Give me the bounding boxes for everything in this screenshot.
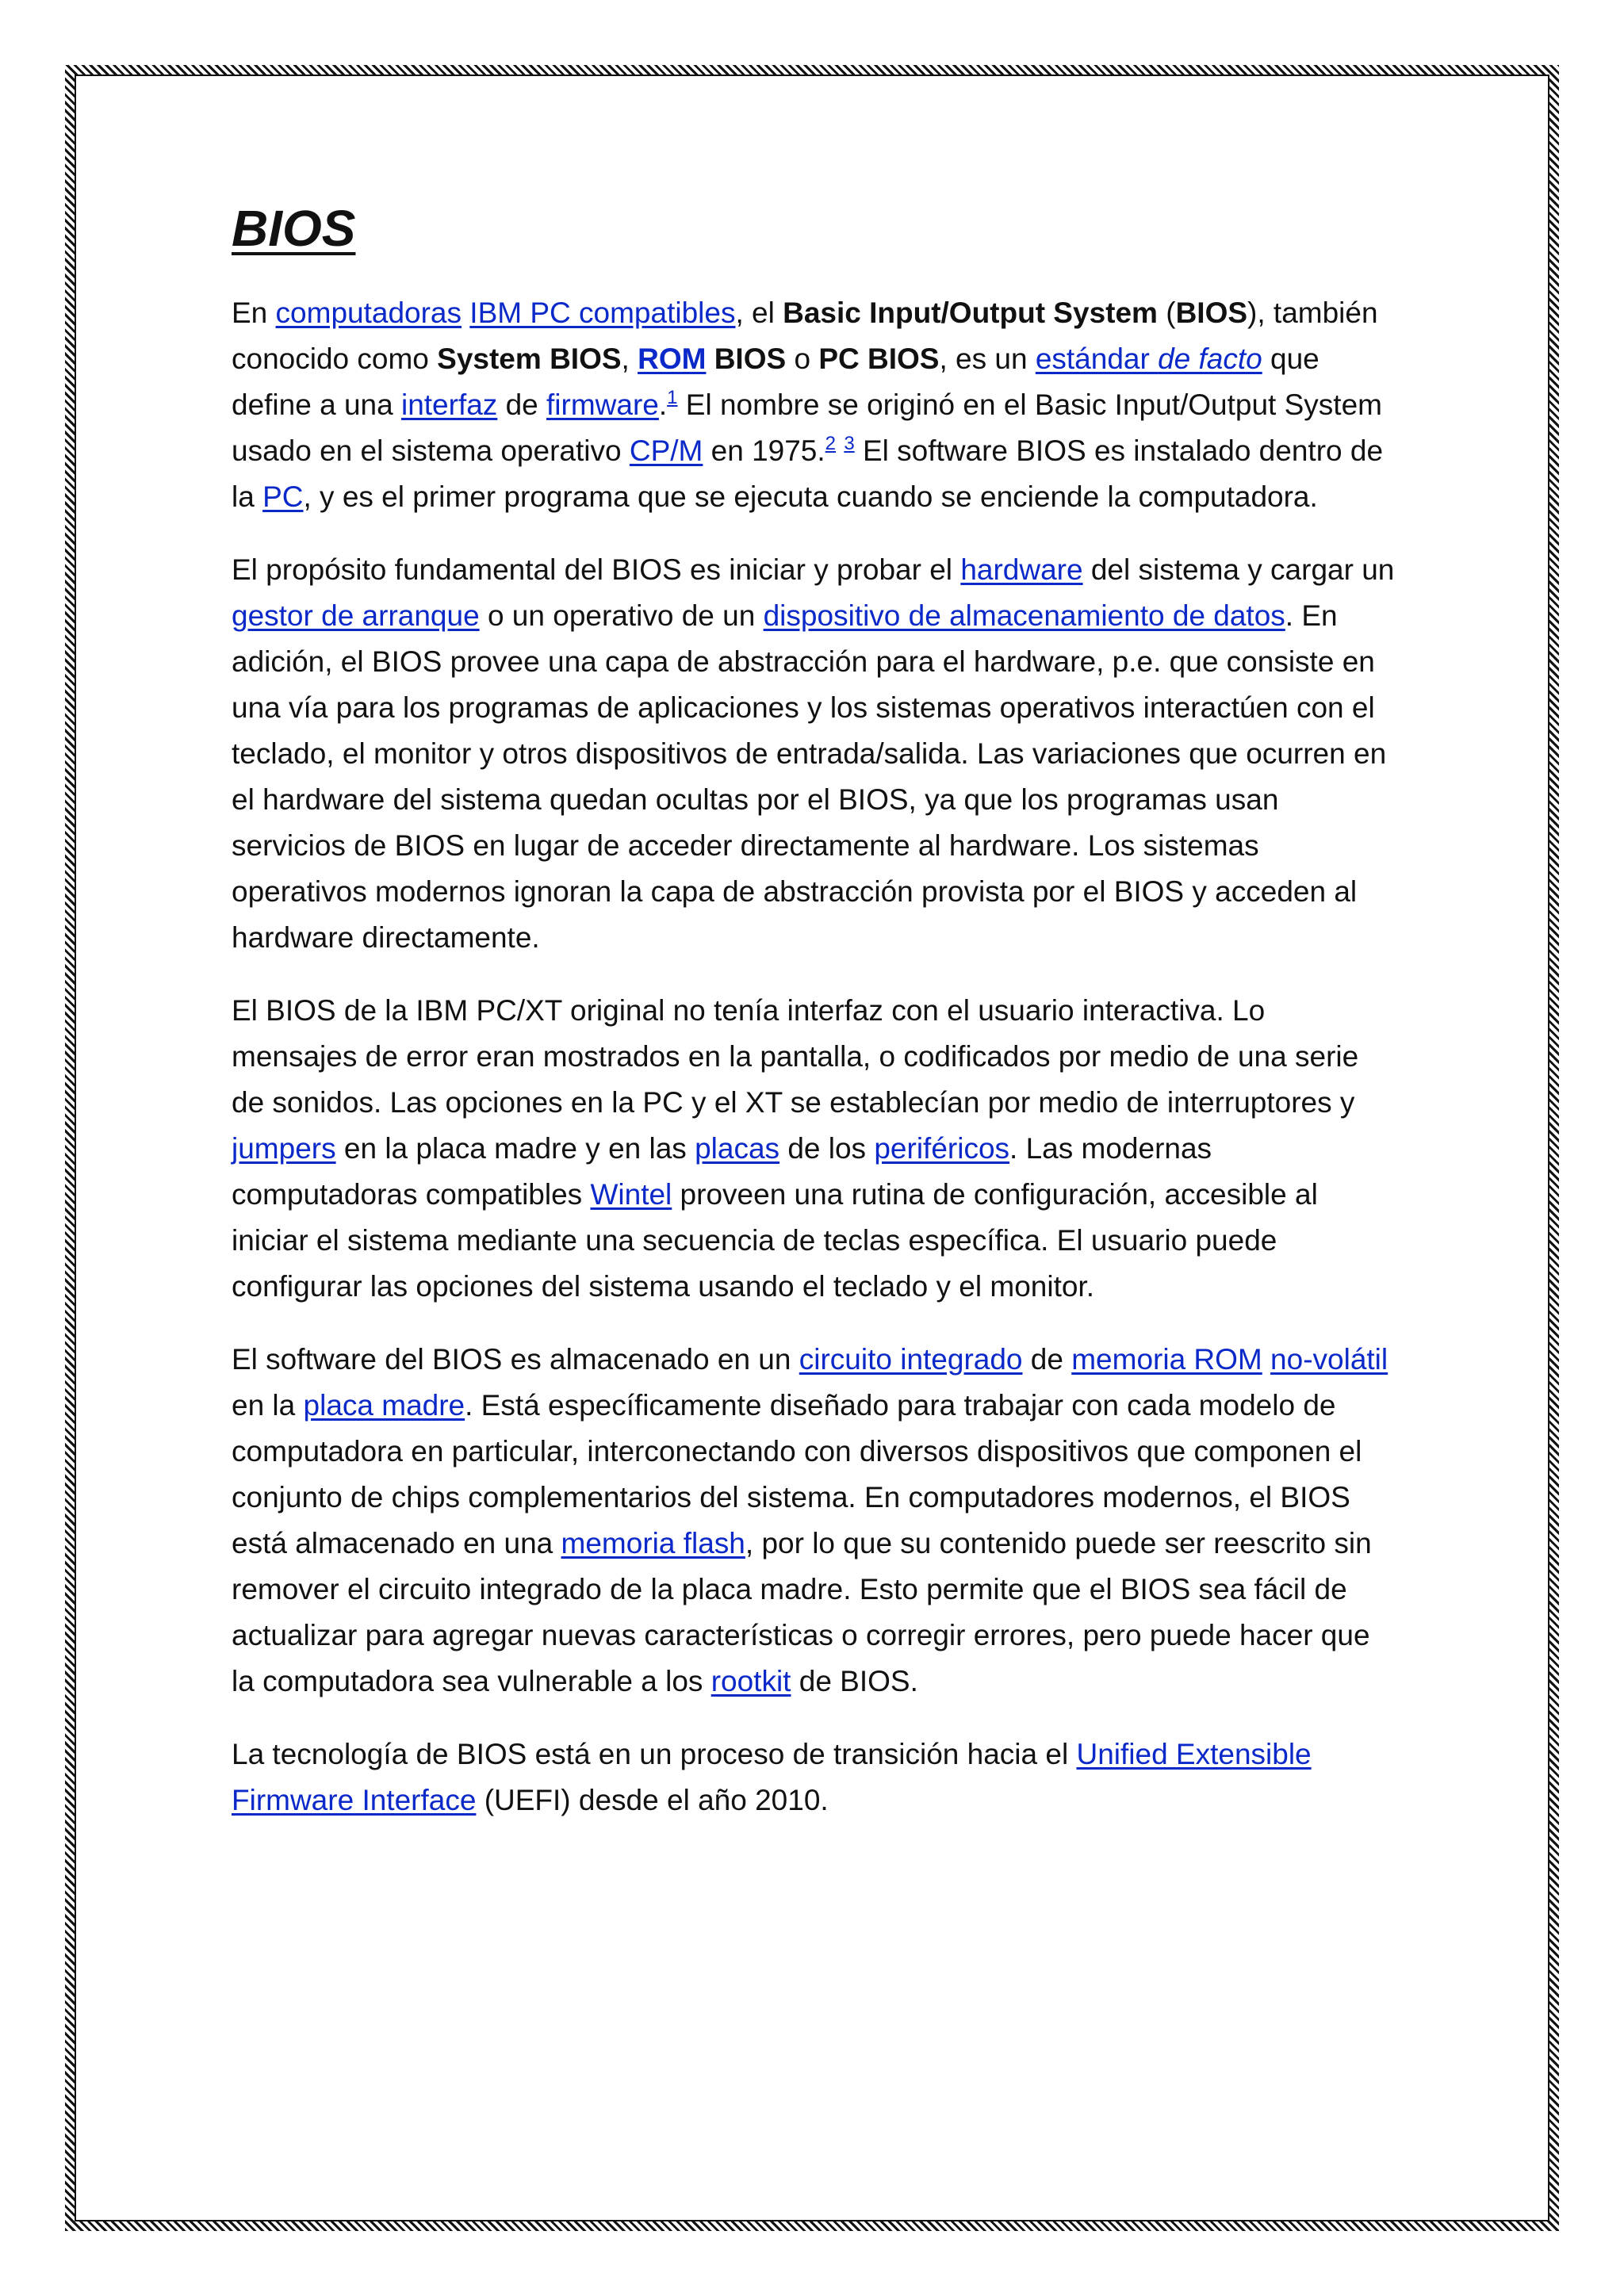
text-run: . Las modernas computadoras compatibles (232, 1132, 1212, 1211)
bold-term-basic-input-output-system: Basic Input/Output System (783, 297, 1158, 329)
text-run: . En adición, el BIOS provee una capa de abstracción para el hardware, p.e. que consiste en una vía para los programas de aplicaciones y los sistemas operativos interactúen con el teclado, el monitor y otros dispositivos de entrada/salida. Las variaciones que ocurren en el hardware del sistema quedan ocultas por el BIOS, ya que los programas usan servicios de BIOS en lugar de acceder directamente al hardware. Los sistemas operativos modernos ignoran la capa de abstracción provista por el BIOS y acceden al hardware directamente. (232, 599, 1387, 954)
text-run: de (1022, 1343, 1072, 1376)
paragraph-intro (232, 290, 1397, 520)
page-title: BIOS (232, 200, 356, 257)
text-run: El propósito fundamental del BIOS es iniciar y probar el (232, 553, 961, 586)
text-run: , y es el primer programa que se ejecuta cuando se enciende la computadora. (303, 480, 1318, 513)
link-no-volatil[interactable]: no-volátil (1270, 1343, 1388, 1376)
text-run: de (497, 388, 547, 421)
text-run: o (786, 342, 819, 375)
text-run: del sistema y cargar un (1082, 553, 1395, 586)
text-run: . Está específicamente diseñado para trabajar con cada modelo de computadora en particular, interconectando con diversos dispositivos que componen el conjunto de chips complementarios del sistema. En computadores modernos, el BIOS está almacenado en una (232, 1389, 1362, 1559)
text-run: La tecnología de BIOS está en un proceso de transición hacia el (232, 1738, 1077, 1770)
link-ibm-pc-compatibles[interactable]: IBM PC compatibles (469, 297, 736, 329)
text-run: En (232, 297, 276, 329)
text-run (1262, 1343, 1270, 1376)
footnote-ref-1 (667, 387, 677, 408)
text-run: ( (1157, 297, 1176, 329)
footnote-link-1[interactable]: 1 (667, 387, 678, 408)
text-run: El nombre se originó en el Basic Input/Output System usado en el sistema operativo (232, 388, 1382, 467)
text-run: en la (232, 1389, 304, 1422)
link-placas[interactable]: placas (695, 1132, 780, 1165)
text-run: que define a una (232, 342, 1320, 421)
link-perifericos[interactable]: periféricos (874, 1132, 1010, 1165)
paragraph-uefi (232, 1732, 1397, 1823)
footnote-ref-3 (844, 433, 854, 454)
link-estandar-text: estándar (1035, 342, 1159, 375)
text-run (836, 434, 844, 467)
link-cp-m[interactable]: CP/M (629, 434, 703, 467)
bold-term-system-bios: System BIOS (437, 342, 622, 375)
link-uefi[interactable]: Unified Extensible Firmware Interface (232, 1738, 1312, 1816)
text-run: en la placa madre y en las (335, 1132, 695, 1165)
text-run: de BIOS. (791, 1665, 918, 1697)
link-dispositivo-de-almacenamiento[interactable]: dispositivo de almacenamiento de datos (763, 599, 1285, 632)
link-firmware[interactable]: firmware (546, 388, 659, 421)
paragraph-purpose (232, 547, 1397, 961)
link-pc[interactable]: PC (262, 480, 304, 513)
text-run: , por lo que su contenido puede ser reescrito sin remover el circuito integrado de la placa madre. Esto permite que el BIOS sea fácil de actualizar para agregar nuevas características o corregir errores, pero puede hacer que la computadora sea vulnerable a los (232, 1527, 1372, 1697)
link-rom[interactable]: ROM (638, 342, 707, 375)
link-circuito-integrado[interactable]: circuito integrado (799, 1343, 1023, 1376)
link-gestor-de-arranque[interactable]: gestor de arranque (232, 599, 480, 632)
bold-term-bios: BIOS (1175, 297, 1248, 329)
text-run: o un operativo de un (479, 599, 764, 632)
link-estandar-de-facto[interactable] (1036, 342, 1262, 375)
text-run: ), también conocido como (232, 297, 1378, 375)
text-run: El software BIOS es instalado dentro de la (232, 434, 1384, 513)
text-run: El software del BIOS es almacenado en un (232, 1343, 799, 1376)
text-run (462, 297, 469, 329)
link-wintel[interactable]: Wintel (590, 1178, 672, 1211)
bold-term-pc-bios: PC BIOS (818, 342, 940, 375)
paragraph-storage (232, 1337, 1397, 1705)
footnote-link-2[interactable]: 2 (825, 433, 837, 454)
text-run: de los (779, 1132, 875, 1165)
text-run: . (658, 388, 668, 421)
text-run: (UEFI) desde el año 2010. (476, 1784, 829, 1816)
link-rootkit[interactable]: rootkit (710, 1665, 791, 1697)
footnote-link-3[interactable]: 3 (844, 433, 855, 454)
link-hardware[interactable]: hardware (960, 553, 1083, 586)
document-body (232, 197, 1397, 1850)
link-interfaz[interactable]: interfaz (400, 388, 498, 421)
link-jumpers[interactable]: jumpers (232, 1132, 336, 1165)
paragraph-pc-xt (232, 988, 1397, 1310)
link-memoria-flash[interactable]: memoria flash (561, 1527, 745, 1559)
text-run: proveen una rutina de configuración, accesible al iniciar el sistema mediante una secuencia de teclas específica. El usuario puede configurar las opciones del sistema usando el teclado y el monitor. (232, 1178, 1318, 1303)
link-computadoras[interactable]: computadoras (275, 297, 462, 329)
footnote-ref-2 (825, 433, 836, 454)
text-run: , (621, 342, 638, 375)
link-placa-madre[interactable]: placa madre (303, 1389, 465, 1422)
text-run: en 1975. (703, 434, 825, 467)
text-run: , el (735, 297, 783, 329)
link-de-facto-text: de facto (1158, 342, 1262, 375)
link-memoria-rom[interactable]: memoria ROM (1071, 1343, 1262, 1376)
text-run: El BIOS de la IBM PC/XT original no tenía interfaz con el usuario interactiva. Lo mensajes de error eran mostrados en la pantalla, o codificados por medio de una serie de sonidos. Las opciones en la PC y el XT se establecían por medio de interruptores y (232, 994, 1359, 1119)
text-run: , es un (939, 342, 1036, 375)
bold-term-bios-suffix: BIOS (706, 342, 787, 375)
